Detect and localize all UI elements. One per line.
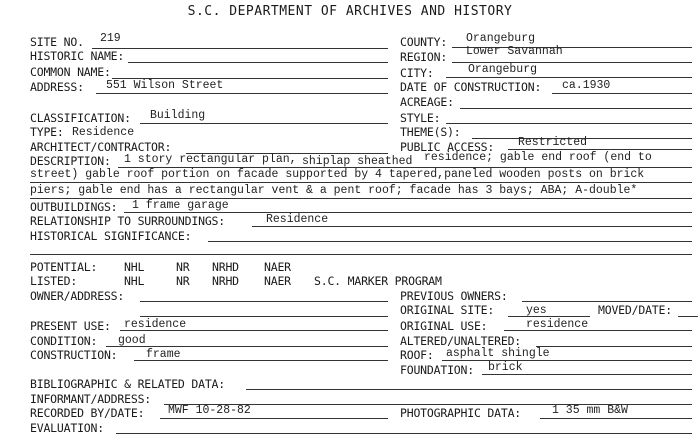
label-present-use: PRESENT USE: xyxy=(30,319,111,333)
listed-naer: NAER xyxy=(264,274,291,288)
line-classification xyxy=(140,123,388,124)
value-condition: good xyxy=(118,334,146,347)
label-site-no: SITE NO. xyxy=(30,35,84,49)
line-original-site xyxy=(508,316,590,317)
label-roof: ROOF: xyxy=(400,348,434,362)
line-owner-address-2 xyxy=(140,316,388,317)
label-original-site: ORIGINAL SITE: xyxy=(400,303,495,317)
line-condition xyxy=(106,346,388,347)
value-description-line2: street) gable roof portion on facade supported by 4 tapered,paneled wooden posts on brick xyxy=(30,168,645,181)
line-foundation xyxy=(482,374,692,375)
label-address: ADDRESS: xyxy=(30,80,84,94)
line-historic-name xyxy=(128,62,388,63)
listed-nr: NR xyxy=(176,274,190,288)
label-themes: THEME(S): xyxy=(400,125,461,139)
label-owner-address: OWNER/ADDRESS: xyxy=(30,289,125,303)
listed-sc-marker: S.C. MARKER PROGRAM xyxy=(314,274,442,288)
label-county: COUNTY: xyxy=(400,35,448,49)
value-roof: asphalt shingle xyxy=(446,347,550,360)
label-relationship: RELATIONSHIP TO SURROUNDINGS: xyxy=(30,214,225,228)
label-date-of-construction: DATE OF CONSTRUCTION: xyxy=(400,80,542,94)
line-address xyxy=(96,93,388,94)
label-altered: ALTERED/UNALTERED: xyxy=(400,334,522,348)
potential-nrhd: NRHD xyxy=(212,260,239,274)
value-photographic-data: 1 35 mm B&W xyxy=(552,404,628,417)
line-present-use xyxy=(120,330,388,331)
potential-naer: NAER xyxy=(264,260,291,274)
line-photographic-data xyxy=(540,418,692,419)
label-previous-owners: PREVIOUS OWNERS: xyxy=(400,289,508,303)
line-date-of-construction xyxy=(552,93,692,94)
line-owner-address xyxy=(140,301,388,302)
label-potential: POTENTIAL: xyxy=(30,260,98,274)
label-bibliographic: BIBLIOGRAPHIC & RELATED DATA: xyxy=(30,377,225,391)
value-public-access: Restricted xyxy=(518,136,588,149)
listed-nhl: NHL xyxy=(124,274,145,288)
label-common-name: COMMON NAME: xyxy=(30,65,111,79)
value-original-use: residence xyxy=(526,318,589,331)
line-historical-significance-2 xyxy=(30,254,692,255)
value-date-of-construction: ca.1930 xyxy=(562,79,611,92)
label-evaluation: EVALUATION: xyxy=(30,421,104,435)
potential-nhl: NHL xyxy=(124,260,145,274)
label-public-access: PUBLIC ACCESS: xyxy=(400,140,495,154)
value-original-site: yes xyxy=(526,304,547,317)
line-description-2 xyxy=(30,182,692,183)
form-title: S.C. DEPARTMENT OF ARCHIVES AND HISTORY xyxy=(187,4,513,19)
value-region: Lower Savannah xyxy=(466,45,563,58)
listed-nrhd: NRHD xyxy=(212,274,239,288)
line-construction xyxy=(134,360,388,361)
value-description-insert: shiplap sheathed xyxy=(302,155,413,168)
label-photographic-data: PHOTOGRAPHIC DATA: xyxy=(400,406,522,420)
label-condition: CONDITION: xyxy=(30,334,98,348)
value-foundation: brick xyxy=(488,361,523,374)
line-site-no xyxy=(92,48,388,49)
label-region: REGION: xyxy=(400,50,448,64)
value-description-line1b: residence; gable end roof (end to xyxy=(424,151,652,164)
label-city: CITY: xyxy=(400,66,434,80)
value-recorded-by: MWF 10-28-82 xyxy=(168,404,251,417)
label-style: STYLE: xyxy=(400,111,441,125)
line-roof xyxy=(442,360,692,361)
line-altered xyxy=(536,346,692,347)
value-classification: Building xyxy=(150,109,206,122)
line-moved-date xyxy=(678,316,698,317)
value-description-line1: 1 story rectangular plan, xyxy=(124,153,297,166)
value-address: 551 Wilson Street xyxy=(106,79,224,92)
line-relationship xyxy=(252,226,692,227)
label-outbuildings: OUTBUILDINGS: xyxy=(30,200,118,214)
value-present-use: residence xyxy=(124,318,187,331)
label-moved-date: MOVED/DATE: xyxy=(598,303,672,317)
label-historic-name: HISTORIC NAME: xyxy=(30,49,125,63)
line-historical-significance xyxy=(208,241,692,242)
label-classification: CLASSIFICATION: xyxy=(30,111,131,125)
potential-nr: NR xyxy=(176,260,190,274)
value-site-no: 219 xyxy=(100,32,121,45)
line-bibliographic xyxy=(246,389,692,390)
label-original-use: ORIGINAL USE: xyxy=(400,319,488,333)
value-outbuildings: 1 frame garage xyxy=(132,199,229,212)
line-public-access xyxy=(508,149,692,150)
line-evaluation xyxy=(116,433,692,434)
label-acreage: ACREAGE: xyxy=(400,95,454,109)
label-informant: INFORMANT/ADDRESS: xyxy=(30,392,152,406)
label-type: TYPE: xyxy=(30,125,64,139)
line-original-use xyxy=(504,330,692,331)
value-type: Residence xyxy=(72,126,135,139)
line-acreage xyxy=(460,108,692,109)
line-outbuildings xyxy=(124,212,692,213)
label-architect: ARCHITECT/CONTRACTOR: xyxy=(30,140,172,154)
label-construction: CONSTRUCTION: xyxy=(30,348,118,362)
value-construction: frame xyxy=(146,348,181,361)
label-recorded-by: RECORDED BY/DATE: xyxy=(30,406,145,420)
value-city: Orangeburg xyxy=(468,63,538,76)
label-foundation: FOUNDATION: xyxy=(400,363,474,377)
label-description: DESCRIPTION: xyxy=(30,154,111,168)
value-description-line3: piers; gable end has a rectangular vent & a pent roof; facade has 3 bays; ABA; A-double* xyxy=(30,184,638,197)
value-relationship: Residence xyxy=(266,213,329,226)
line-recorded-by xyxy=(160,418,388,419)
value-county: Orangeburg xyxy=(466,32,536,45)
line-city xyxy=(446,77,692,78)
label-listed: LISTED: xyxy=(30,274,78,288)
line-previous-owners xyxy=(522,301,692,302)
line-description-3 xyxy=(30,198,692,199)
line-style xyxy=(446,123,692,124)
label-historical-significance: HISTORICAL SIGNIFICANCE: xyxy=(30,229,192,243)
